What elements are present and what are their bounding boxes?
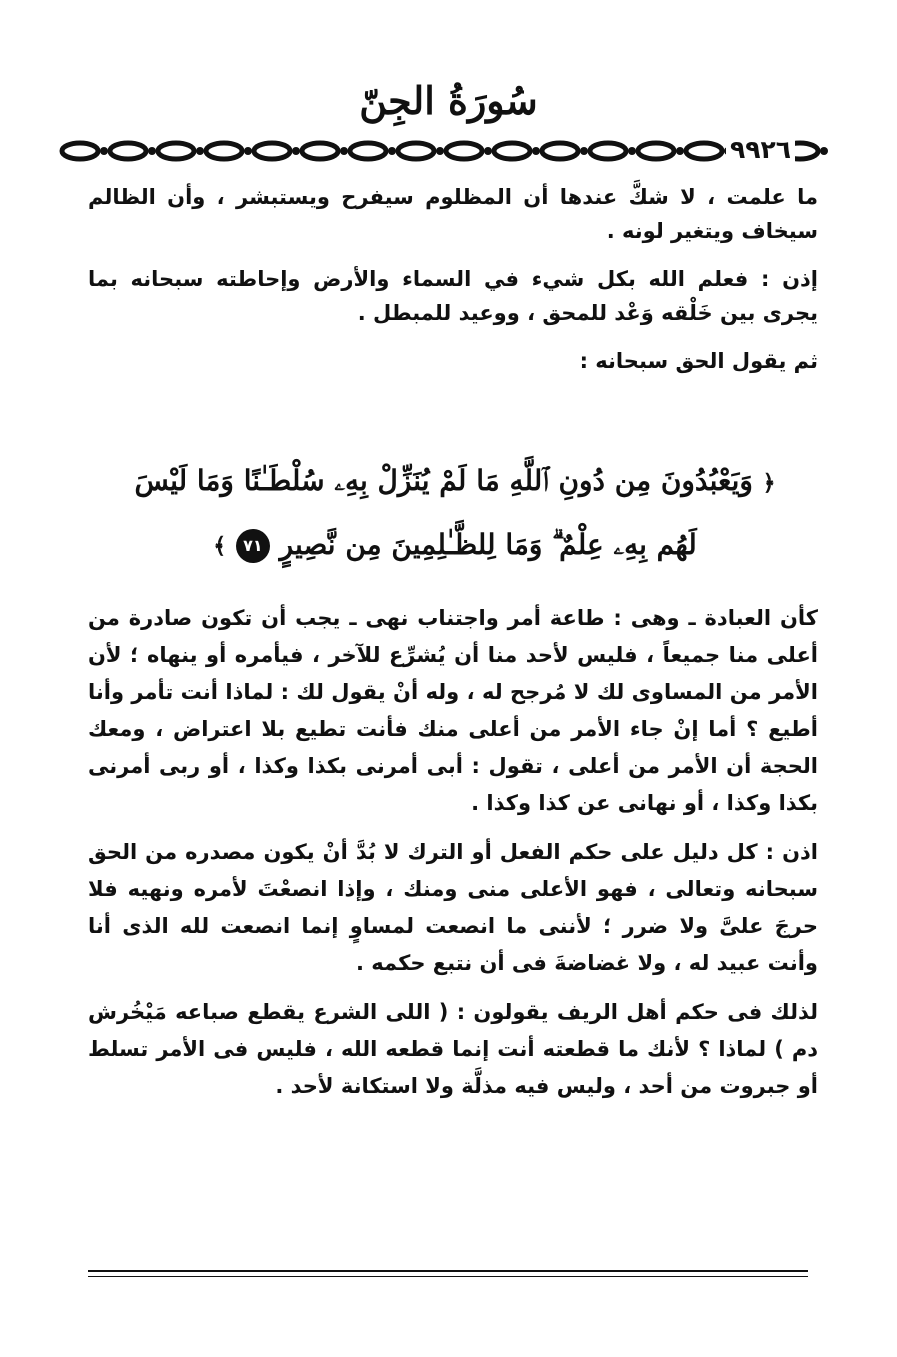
chain-bead [436, 147, 444, 155]
verse-open-ornament: ﴿ [762, 469, 776, 496]
ayah-number-marker: ٧١ [236, 529, 270, 563]
chain-bead [532, 147, 540, 155]
chain-link [158, 143, 194, 159]
chain-link [302, 143, 338, 159]
chain-link [686, 143, 722, 159]
chain-bead [148, 147, 156, 155]
chain-link [542, 143, 578, 159]
paragraph: لذلك فى حكم أهل الريف يقولون : ( اللى الشرع يقطع صباعه مَيْخُرش دم ) لماذا ؟ لأنك ما قطعته أنت إنما قطعه الله ، فليس فى الأمر تسلط أو جبروت من أحد ، وليس فيه مذلَّة ولا استكانة لأحد . [88, 1000, 818, 1098]
chain-bead [820, 147, 828, 155]
paragraph: اذن : كل دليل على حكم الفعل أو الترك لا بُدَّ أنْ يكون مصدره من الحق سبحانه وتعالى ، فهو الأعلى منى ومنك ، وإذا انصعْتَ لأمره ونهيه فلا حرجَ علىَّ ولا ضرر ؛ لأننى ما انصعت لمساوٍ إنما انصعت لله الذى أنا وأنت عبيد له ، ولا غضاضةَ فى أن نتبع حكمه . [88, 840, 818, 975]
chain-link [254, 143, 290, 159]
chain-link [446, 143, 482, 159]
footer-rule [88, 1270, 808, 1277]
paragraph: إذن : فعلم الله بكل شيء في السماء والأرض وإحاطته سبحانه بما يجرى بين خَلْقه وَعْد للمحق ، ووعيد للمبطل . [88, 267, 818, 325]
chain-border-ornament [58, 134, 840, 168]
chain-bead [292, 147, 300, 155]
chain-bead [340, 147, 348, 155]
chain-link [494, 143, 530, 159]
text-block-bottom [88, 600, 818, 1117]
text-block-top [88, 180, 818, 392]
verse-line-2 [85, 514, 825, 578]
chain-bead [628, 147, 636, 155]
chain-bead [676, 147, 684, 155]
chain-bead [100, 147, 108, 155]
paragraph: ما علمت ، لا شكَّ عندها أن المظلوم سيفرح ويستبشر ، وأن الظالم سيخاف ويتغير لونه . [88, 185, 818, 243]
verse-text-line-2: لَهُم بِهِۦ عِلْمٌ ۗ وَمَا لِلظَّـٰلِمِينَ مِن نَّصِيرٍ [279, 527, 697, 561]
chain-bead [244, 147, 252, 155]
header-ornament-row [58, 134, 840, 168]
verse-text-line-1: وَيَعْبُدُونَ مِن دُونِ ٱللَّهِ مَا لَمْ يُنَزِّلْ بِهِۦ سُلْطَـٰنًا وَمَا لَيْسَ [134, 464, 753, 497]
chain-bead [388, 147, 396, 155]
chain-link [590, 143, 626, 159]
chain-bead [484, 147, 492, 155]
chain-link [638, 143, 674, 159]
chain-link [350, 143, 386, 159]
verse-line-1 [85, 450, 825, 514]
surah-title: سُورَةُ الجِنّ [359, 78, 538, 123]
chain-link [206, 143, 242, 159]
paragraph: كأن العبادة ـ وهى : طاعة أمر واجتناب نهى ـ يجب أن تكون صادرة من أعلى منا جميعاً ، فليس لأحد منا أن يُشرِّع للآخر ، فيأمره أو ينهاه ؛ لأن الأمر من المساوى لك لا مُرجح له ، وله أنْ يقول لك : لماذا أنت تأمر وأنا أطيع ؟ أما إنْ جاء الأمر من أعلى منك فأنت تطيع بلا اعتراض ، ومعك الحجة أن الأمر من أعلى ، تقول : أبى أمرنى بكذا وكذا ، أو ربى أمرنى بكذا وكذا ، أو نهانى عن كذا وكذا . [88, 606, 818, 815]
chain-bead [580, 147, 588, 155]
page-number: ٩٩٢٦ [726, 134, 795, 166]
chain-link [62, 143, 98, 159]
quran-verse [85, 450, 825, 595]
paragraph: ثم يقول الحق سبحانه : [579, 349, 818, 373]
verse-close-ornament: ﴾ [213, 533, 227, 559]
chain-bead [196, 147, 204, 155]
chain-link [110, 143, 146, 159]
chain-link [398, 143, 434, 159]
